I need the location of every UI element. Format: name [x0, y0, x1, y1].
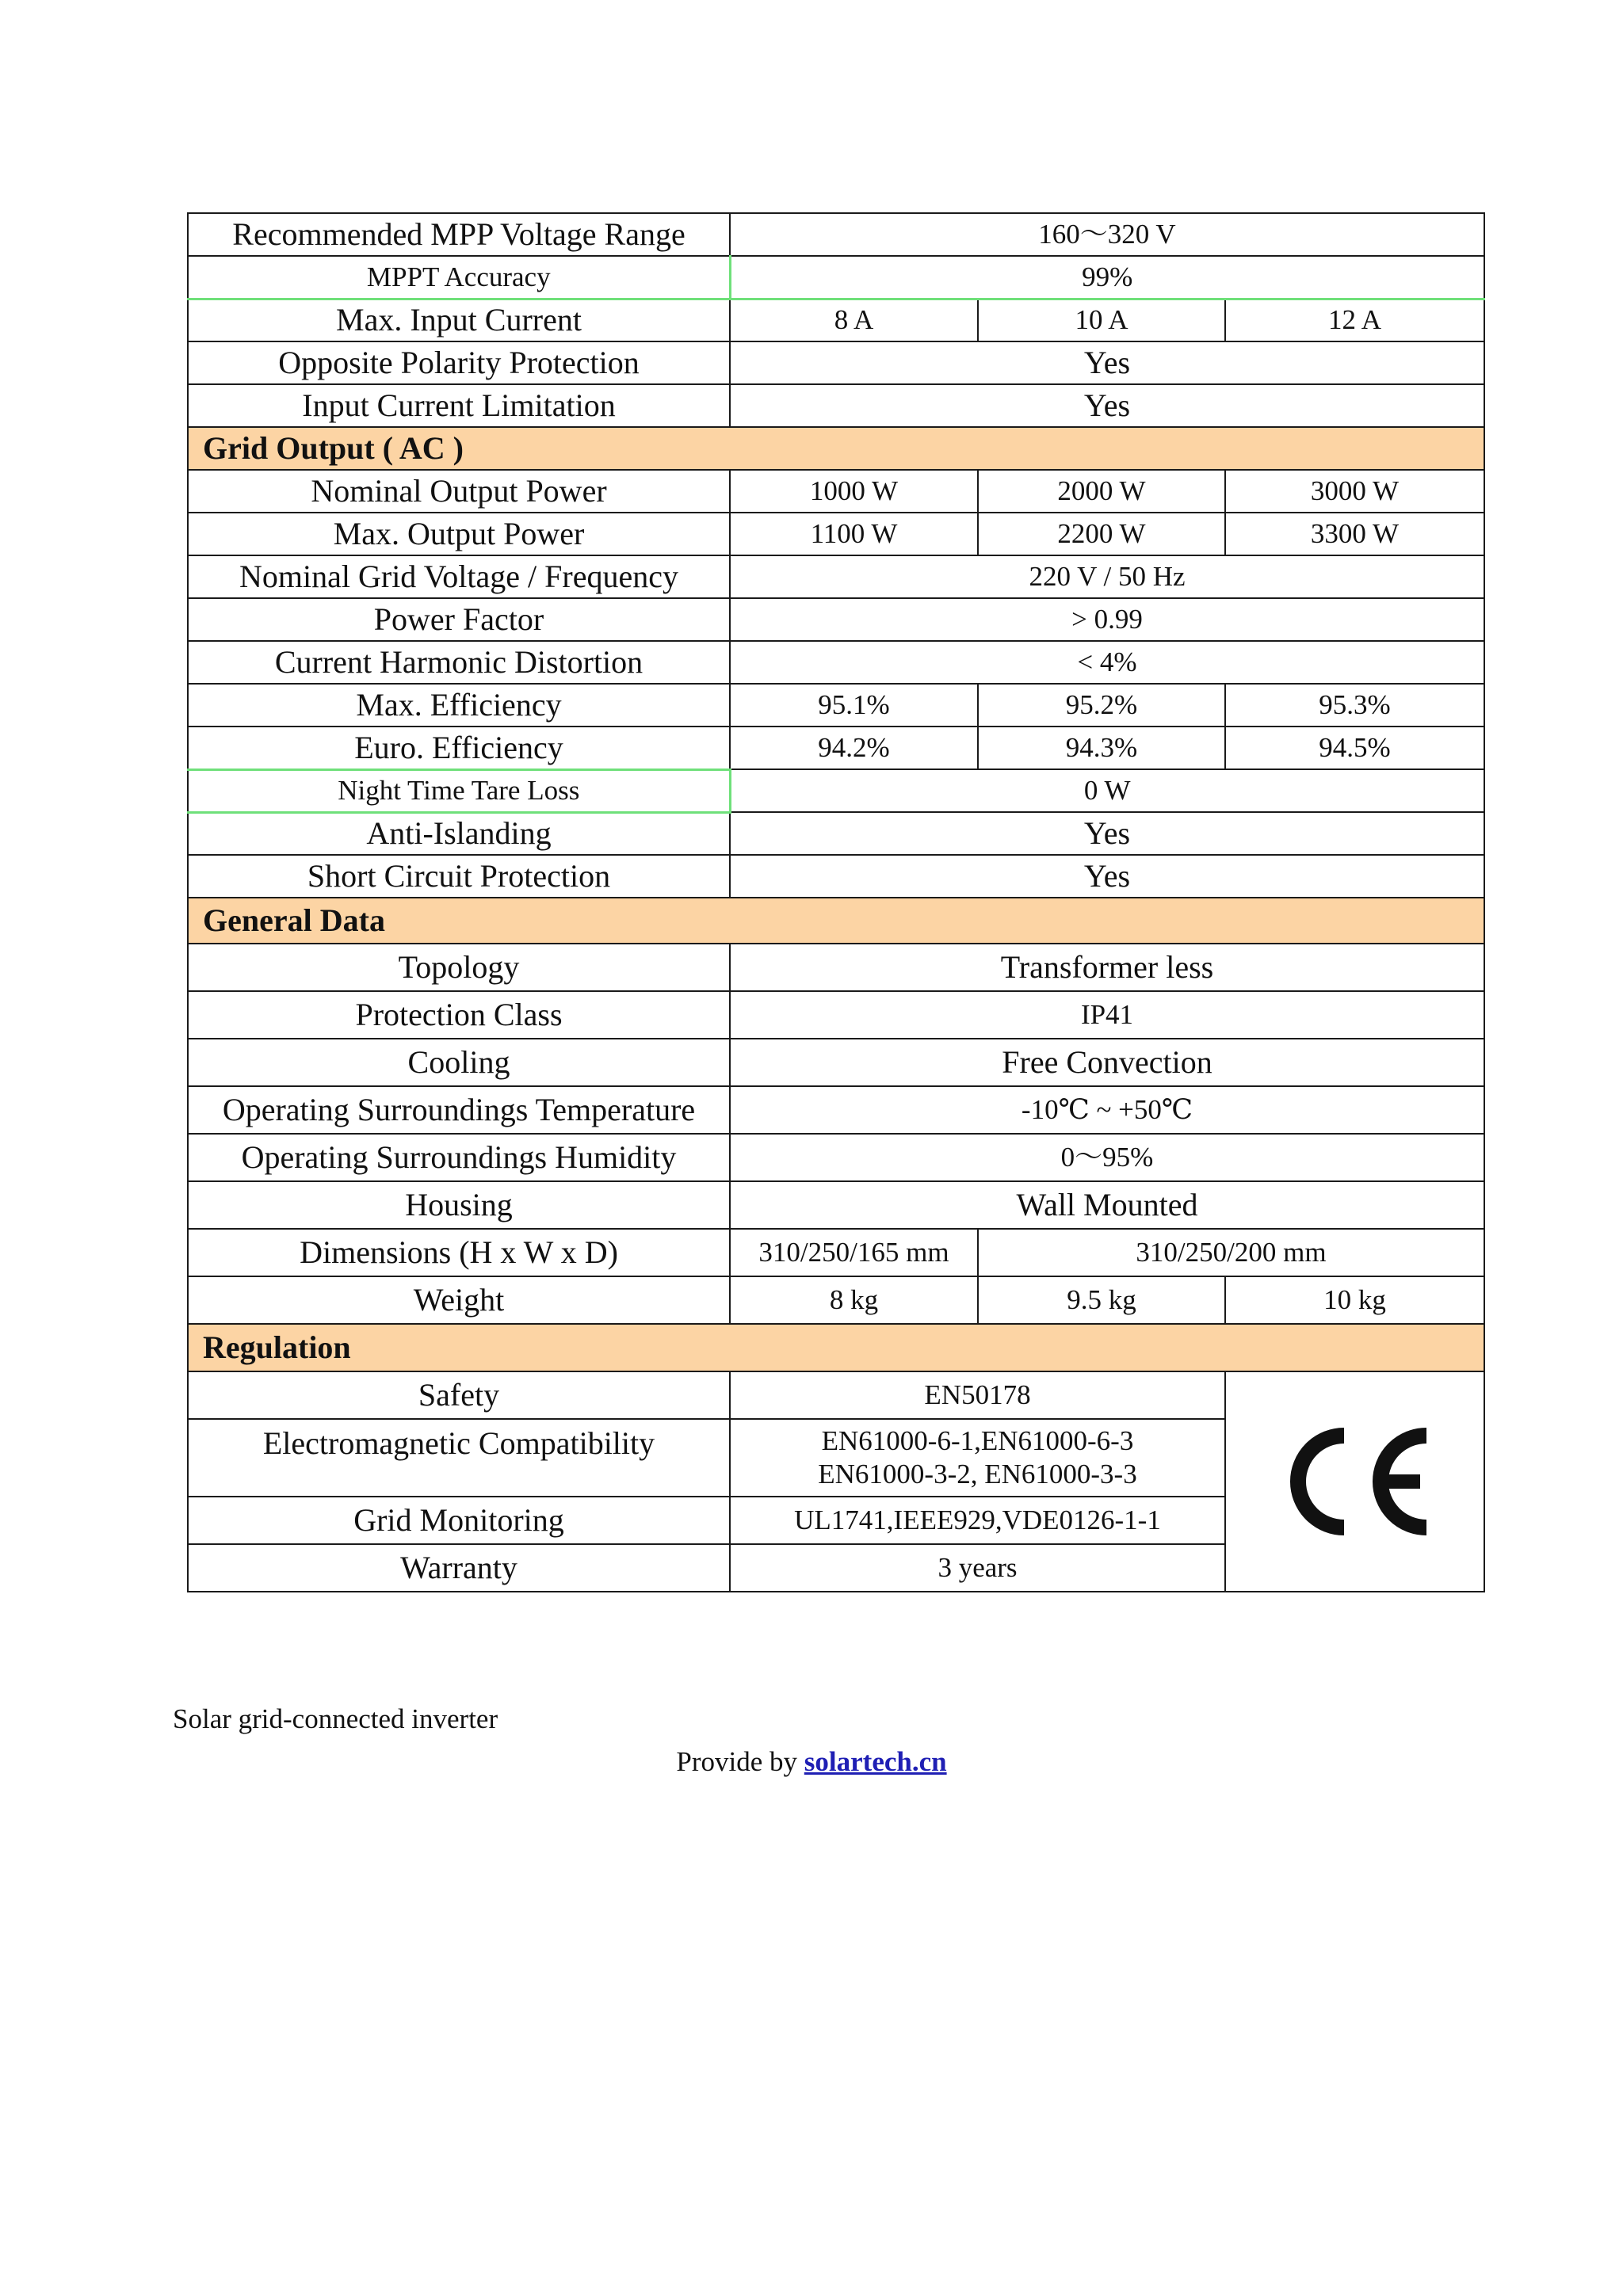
row-harmonic	[188, 641, 1484, 684]
row-cooling	[188, 1039, 1484, 1086]
power-factor-value: > 0.99	[730, 598, 1484, 641]
max-input-current-3: 12 A	[1225, 299, 1484, 341]
grid-voltage-value: 220 V / 50 Hz	[730, 555, 1484, 598]
weight-label: Weight	[188, 1276, 730, 1324]
nominal-power-2: 2000 W	[978, 470, 1225, 513]
weight-3: 10 kg	[1225, 1276, 1484, 1324]
row-max-power	[188, 513, 1484, 555]
opposite-polarity-label: Opposite Polarity Protection	[188, 341, 730, 384]
row-humidity	[188, 1134, 1484, 1181]
section-grid-output	[188, 427, 1484, 470]
section-general-data	[188, 898, 1484, 944]
row-topology	[188, 944, 1484, 991]
row-safety	[188, 1371, 1484, 1419]
spec-table	[187, 212, 1485, 1592]
caption-text: Solar grid-connected inverter	[173, 1703, 498, 1734]
row-night-loss	[188, 769, 1484, 812]
max-efficiency-label: Max. Efficiency	[188, 684, 730, 727]
warranty-value: 3 years	[730, 1544, 1225, 1592]
max-efficiency-1: 95.1%	[730, 684, 978, 727]
row-max-efficiency	[188, 684, 1484, 727]
mpp-range-label: Recommended MPP Voltage Range	[188, 213, 730, 256]
short-circuit-label: Short Circuit Protection	[188, 855, 730, 898]
section-general-data-title: General Data	[188, 898, 1484, 944]
temperature-label: Operating Surroundings Temperature	[188, 1086, 730, 1134]
row-nominal-power	[188, 470, 1484, 513]
anti-islanding-value: Yes	[730, 812, 1484, 855]
cooling-value: Free Convection	[730, 1039, 1484, 1086]
short-circuit-value: Yes	[730, 855, 1484, 898]
emc-value	[730, 1419, 1225, 1497]
max-power-label: Max. Output Power	[188, 513, 730, 555]
nominal-power-3: 3000 W	[1225, 470, 1484, 513]
mppt-accuracy-label: MPPT Accuracy	[188, 256, 730, 299]
dimensions-1: 310/250/165 mm	[730, 1229, 978, 1276]
row-max-input-current	[188, 299, 1484, 341]
emc-label: Electromagnetic Compatibility	[188, 1419, 730, 1497]
ce-mark-cell	[1225, 1371, 1484, 1592]
max-power-1: 1100 W	[730, 513, 978, 555]
harmonic-value: < 4%	[730, 641, 1484, 684]
max-input-current-2: 10 A	[978, 299, 1225, 341]
dimensions-label: Dimensions (H x W x D)	[188, 1229, 730, 1276]
humidity-value: 0～95%	[730, 1134, 1484, 1181]
max-efficiency-3: 95.3%	[1225, 684, 1484, 727]
section-regulation-title: Regulation	[188, 1324, 1484, 1371]
row-mppt-accuracy	[188, 256, 1484, 299]
row-short-circuit	[188, 855, 1484, 898]
provide-prefix: Provide by	[676, 1746, 804, 1777]
provide-by-line	[0, 1746, 1623, 1778]
max-power-3: 3300 W	[1225, 513, 1484, 555]
row-weight	[188, 1276, 1484, 1324]
max-power-2: 2200 W	[978, 513, 1225, 555]
housing-label: Housing	[188, 1181, 730, 1229]
input-current-limit-label: Input Current Limitation	[188, 384, 730, 427]
nominal-power-label: Nominal Output Power	[188, 470, 730, 513]
section-grid-output-title: Grid Output ( AC )	[188, 427, 1484, 470]
input-current-limit-value: Yes	[730, 384, 1484, 427]
warranty-label: Warranty	[188, 1544, 730, 1592]
grid-monitoring-label: Grid Monitoring	[188, 1497, 730, 1544]
row-power-factor	[188, 598, 1484, 641]
topology-value: Transformer less	[730, 944, 1484, 991]
emc-value-line-1: EN61000-6-1,EN61000-6-3	[821, 1425, 1134, 1456]
row-euro-efficiency	[188, 727, 1484, 769]
nominal-power-1: 1000 W	[730, 470, 978, 513]
row-mpp-range	[188, 213, 1484, 256]
harmonic-label: Current Harmonic Distortion	[188, 641, 730, 684]
weight-2: 9.5 kg	[978, 1276, 1225, 1324]
grid-voltage-label: Nominal Grid Voltage / Frequency	[188, 555, 730, 598]
cooling-label: Cooling	[188, 1039, 730, 1086]
row-anti-islanding	[188, 812, 1484, 855]
humidity-label: Operating Surroundings Humidity	[188, 1134, 730, 1181]
housing-value: Wall Mounted	[730, 1181, 1484, 1229]
night-loss-label: Night Time Tare Loss	[188, 769, 730, 812]
opposite-polarity-value: Yes	[730, 341, 1484, 384]
row-grid-voltage	[188, 555, 1484, 598]
temperature-value: -10℃ ~ +50℃	[730, 1086, 1484, 1134]
euro-efficiency-1: 94.2%	[730, 727, 978, 769]
ce-mark-icon	[1276, 1423, 1434, 1540]
row-temperature	[188, 1086, 1484, 1134]
row-opposite-polarity	[188, 341, 1484, 384]
protection-class-value: IP41	[730, 991, 1484, 1039]
anti-islanding-label: Anti-Islanding	[188, 812, 730, 855]
max-input-current-1: 8 A	[730, 299, 978, 341]
emc-value-line-2: EN61000-3-2, EN61000-3-3	[818, 1459, 1137, 1489]
topology-label: Topology	[188, 944, 730, 991]
night-loss-value: 0 W	[730, 769, 1484, 812]
euro-efficiency-3: 94.5%	[1225, 727, 1484, 769]
max-efficiency-2: 95.2%	[978, 684, 1225, 727]
row-protection-class	[188, 991, 1484, 1039]
grid-monitoring-value: UL1741,IEEE929,VDE0126-1-1	[730, 1497, 1225, 1544]
euro-efficiency-2: 94.3%	[978, 727, 1225, 769]
row-dimensions	[188, 1229, 1484, 1276]
safety-label: Safety	[188, 1371, 730, 1419]
solartech-link[interactable]: solartech.cn	[804, 1746, 947, 1777]
mppt-accuracy-value: 99%	[730, 256, 1484, 299]
mpp-range-value: 160～320 V	[730, 213, 1484, 256]
safety-value: EN50178	[730, 1371, 1225, 1419]
weight-1: 8 kg	[730, 1276, 978, 1324]
dimensions-2: 310/250/200 mm	[978, 1229, 1484, 1276]
euro-efficiency-label: Euro. Efficiency	[188, 727, 730, 769]
power-factor-label: Power Factor	[188, 598, 730, 641]
row-input-current-limit	[188, 384, 1484, 427]
max-input-current-label: Max. Input Current	[188, 299, 730, 341]
row-housing	[188, 1181, 1484, 1229]
section-regulation	[188, 1324, 1484, 1371]
protection-class-label: Protection Class	[188, 991, 730, 1039]
